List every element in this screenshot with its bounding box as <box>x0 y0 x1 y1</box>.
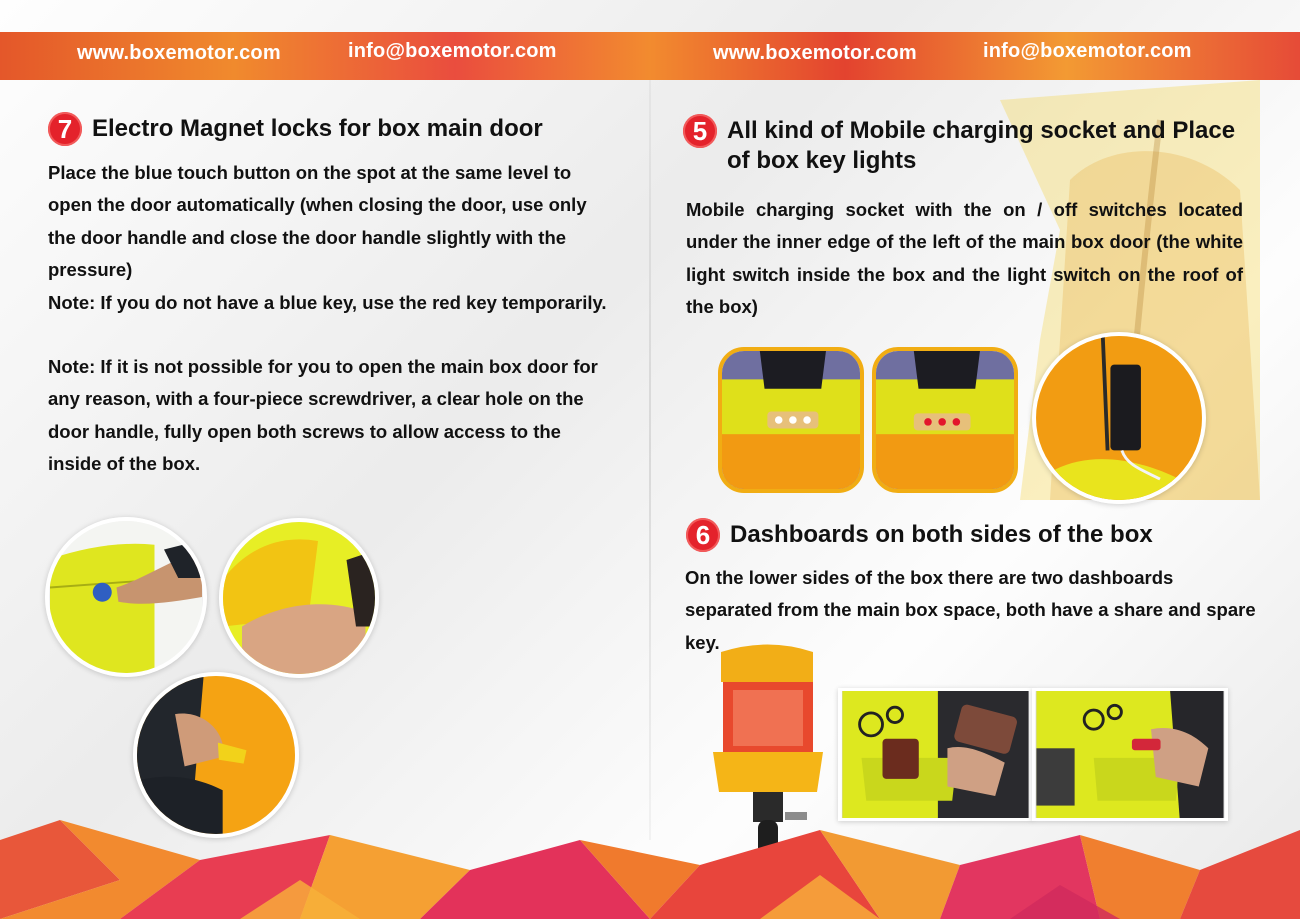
photo-dashboard-key-image <box>1035 691 1225 818</box>
section-7-spacer <box>48 319 618 351</box>
photo-door-handle-hand <box>219 518 379 678</box>
photo-dashboard-key <box>1032 688 1228 821</box>
section-7-heading <box>48 114 628 146</box>
photo-screwdriver-access <box>133 672 299 838</box>
section-5-heading <box>683 116 1253 176</box>
section-6-number-badge: 6 <box>686 518 720 552</box>
photo-red-light-switch-image <box>876 351 1014 489</box>
photo-blue-key-lock-image <box>49 521 203 673</box>
section-6-body: On the lower sides of the box there are two dashboards separated from the main box space, both have a share and spare key. <box>685 567 1256 653</box>
section-7-note-2: Note: If it is not possible for you to open the main box door for any reason, with a four-piece screwdriver, a clear hole on the door handle, fully open both screws to allow access to the inside of the box. <box>48 356 598 475</box>
left-email-link[interactable]: info@boxemotor.com <box>348 40 557 62</box>
section-5-body: Mobile charging socket with the on / off switches located under the inner edge of the left of the main box door (the white light switch inside the box and the light switch on the roof of the box) <box>686 199 1243 318</box>
section-7-title: Electro Magnet locks for box main door <box>92 115 543 142</box>
photo-white-light-switch-image <box>722 351 860 489</box>
section-6-title: Dashboards on both sides of the box <box>730 521 1153 548</box>
header-band <box>0 32 1300 80</box>
photo-screwdriver-access-image <box>137 676 295 834</box>
right-email-link[interactable]: info@boxemotor.com <box>983 40 1192 62</box>
photo-blue-key-lock <box>45 517 207 677</box>
photo-mobile-charging-image <box>1036 336 1202 500</box>
left-website-link[interactable]: www.boxemotor.com <box>77 42 281 64</box>
photo-red-light-switch <box>872 347 1018 493</box>
section-5-title: All kind of Mobile charging socket and Place of box key lights <box>727 117 1236 174</box>
photo-dashboard-wallet-image <box>841 691 1030 818</box>
section-7-note-1: Note: If you do not have a blue key, use the red key temporarily. <box>48 291 607 313</box>
photo-mobile-charging <box>1032 332 1206 504</box>
photo-white-light-switch <box>718 347 864 493</box>
section-7-number-badge: 7 <box>48 112 82 146</box>
section-5-number-badge: 5 <box>683 114 717 148</box>
bottom-polygon-decoration <box>0 820 1300 919</box>
section-6-heading <box>686 520 1256 552</box>
photo-door-handle-hand-image <box>223 522 375 674</box>
brochure-fold <box>649 80 651 840</box>
right-website-link[interactable]: www.boxemotor.com <box>713 42 917 64</box>
photo-dashboard-wallet <box>838 688 1033 821</box>
section-7-body <box>48 157 618 481</box>
section-7-paragraph: Place the blue touch button on the spot at the same level to open the door automatically (when closing the door, use only the door handle and close the door handle slightly with the pressure) <box>48 162 587 281</box>
